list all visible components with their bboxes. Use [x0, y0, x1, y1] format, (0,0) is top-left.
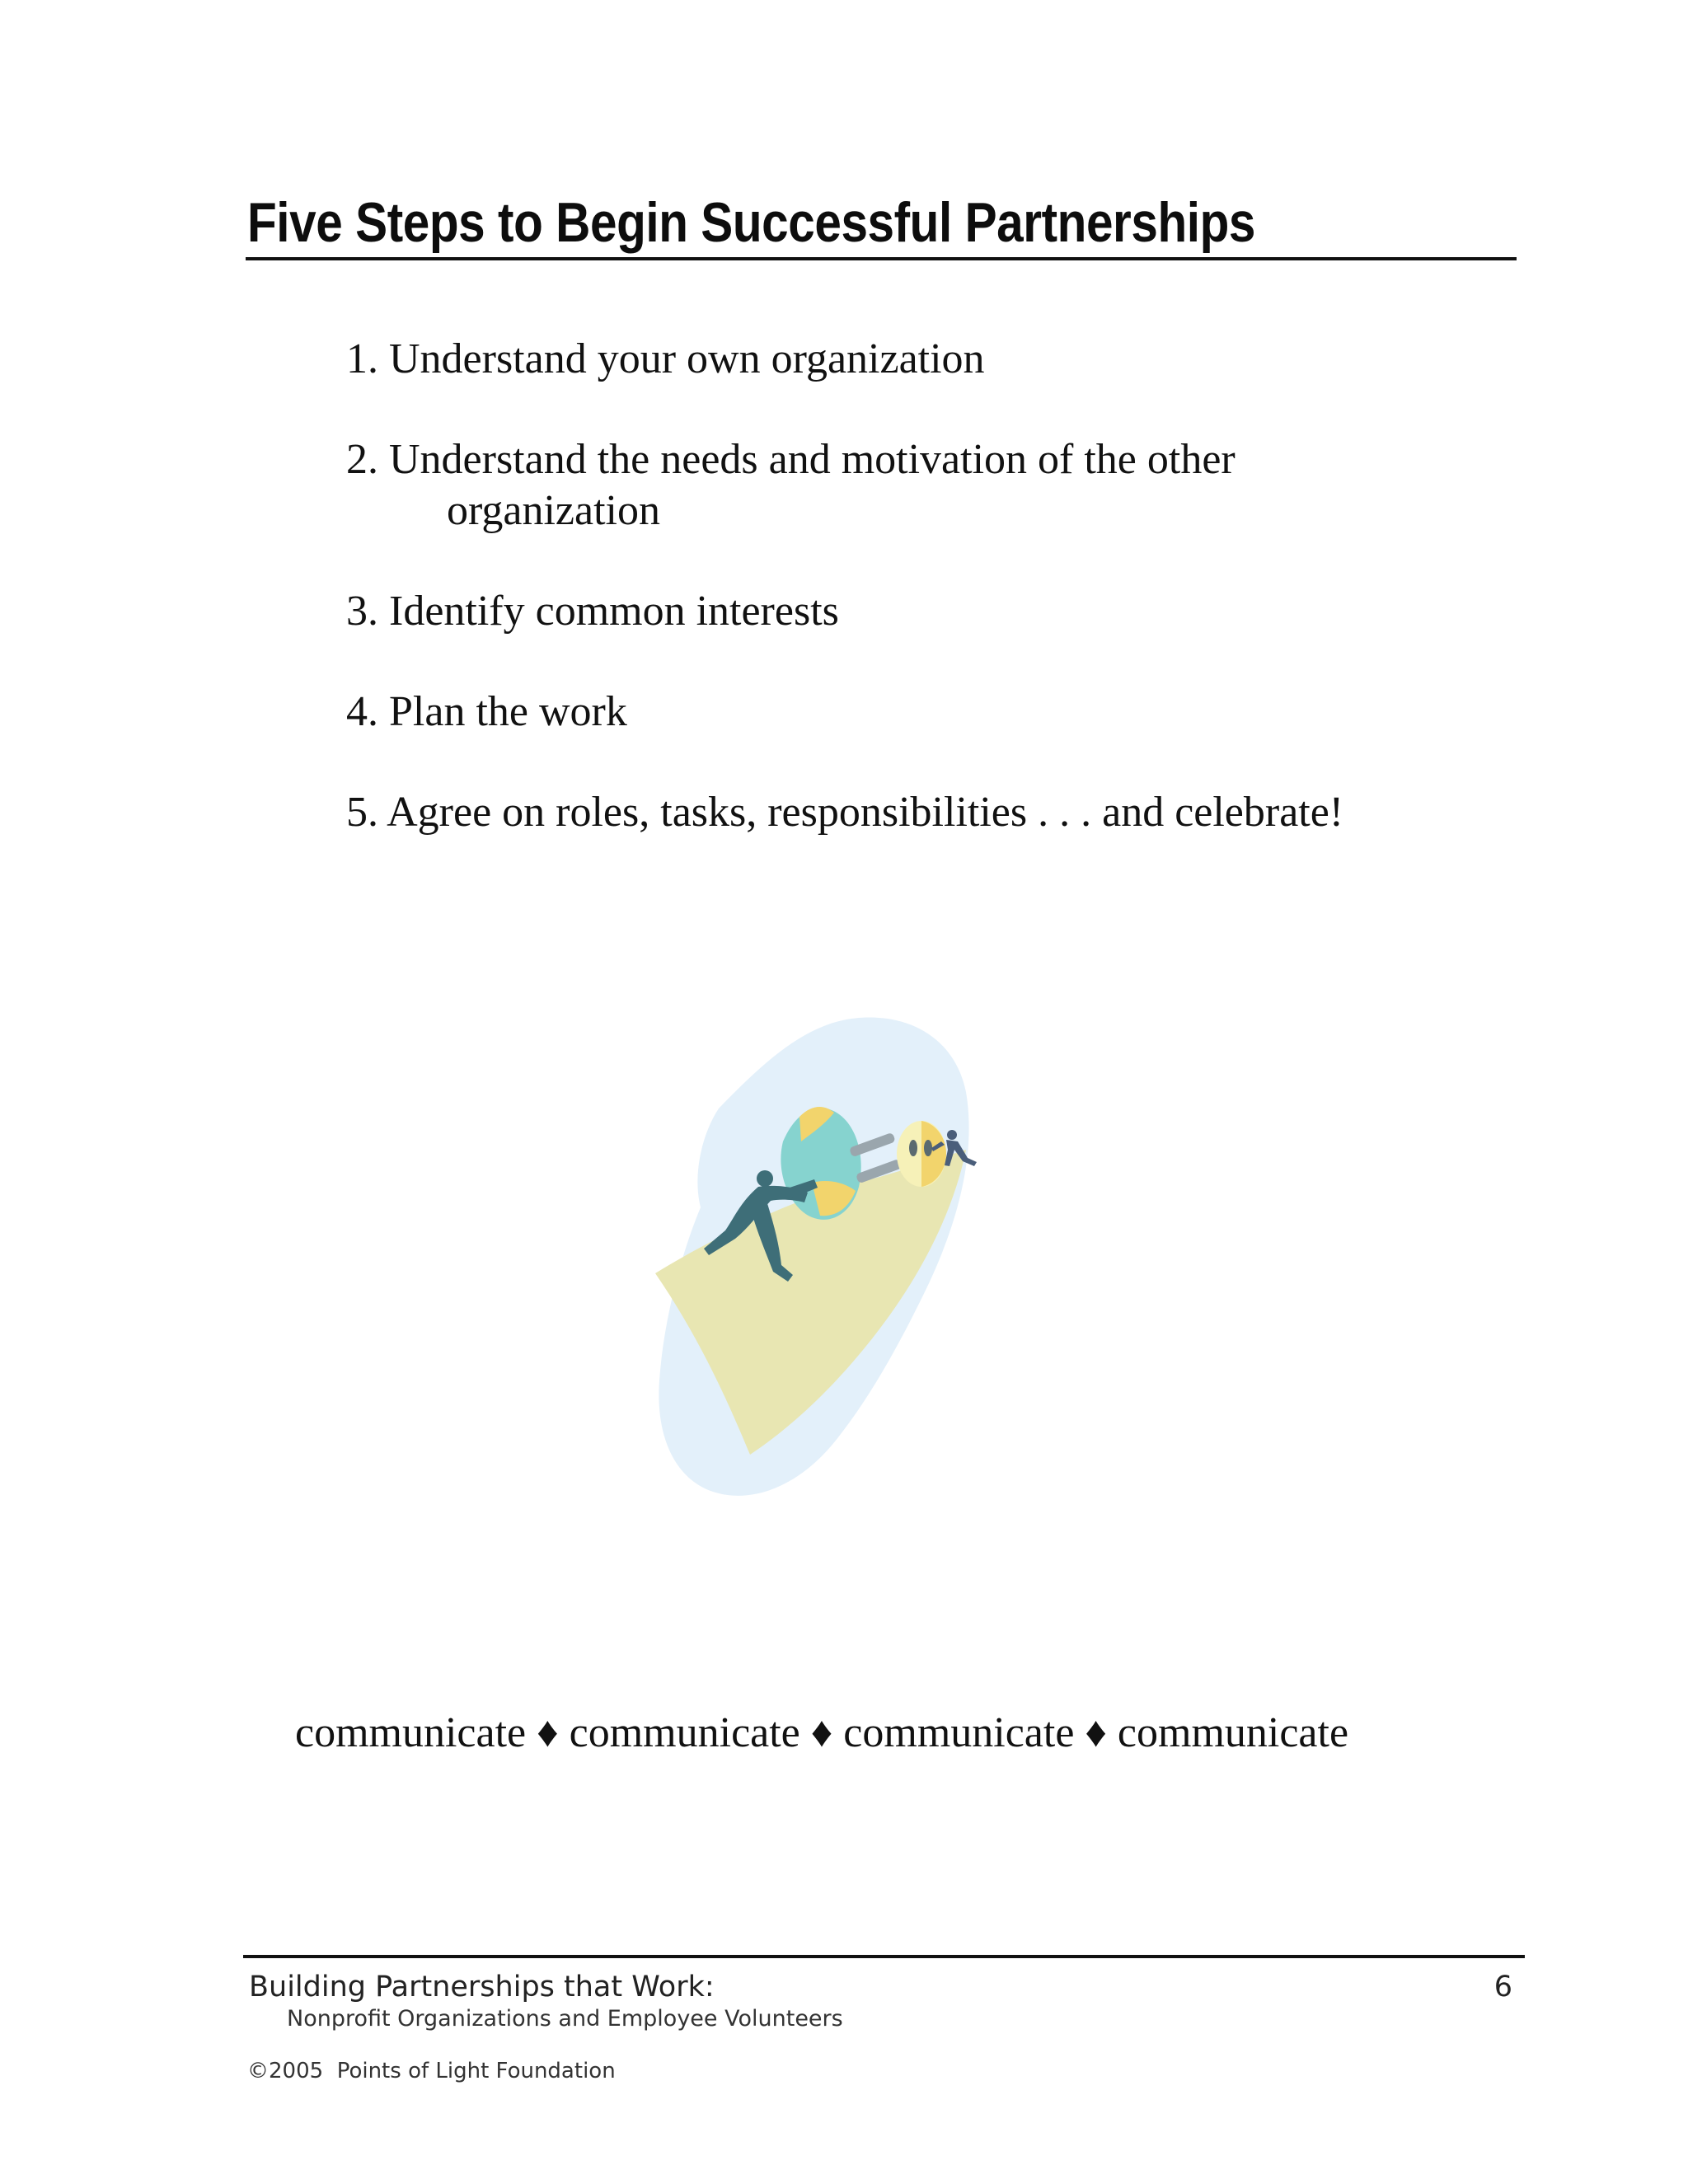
step-text: 1. Understand your own organization [346, 335, 985, 382]
title-underline [246, 257, 1517, 260]
page-number: 6 [1493, 1971, 1512, 2004]
step-text: 2. Understand the needs and motivation of the other [346, 436, 1236, 483]
footer-subtitle: Nonprofit Organizations and Employee Volunteers [287, 2006, 843, 2032]
steps-list [346, 334, 1500, 888]
socket-icon [897, 1121, 946, 1187]
step-text: 4. Plan the work [346, 688, 627, 735]
step-item [346, 687, 1500, 738]
step-item [346, 586, 1500, 637]
step-text: 5. Agree on roles, tasks, responsibilities . . . and celebrate! [346, 789, 1344, 836]
footer-rule [243, 1955, 1525, 1958]
step-item [346, 787, 1500, 838]
step-text: 3. Identify common interests [346, 588, 839, 635]
page-title: Five Steps to Begin Successful Partnerships [247, 191, 1255, 254]
step-text-continuation: organization [447, 487, 660, 534]
step-item [346, 334, 1500, 385]
footer-copyright: ©2005 Points of Light Foundation [247, 2059, 616, 2083]
footer-title: Building Partnerships that Work: [249, 1971, 715, 2004]
step-item [346, 434, 1500, 537]
communicate-tagline: communicate ♦ communicate ♦ communicate ♦ communicate [295, 1709, 1349, 1756]
plug-and-socket-illustration [643, 1010, 1039, 1504]
